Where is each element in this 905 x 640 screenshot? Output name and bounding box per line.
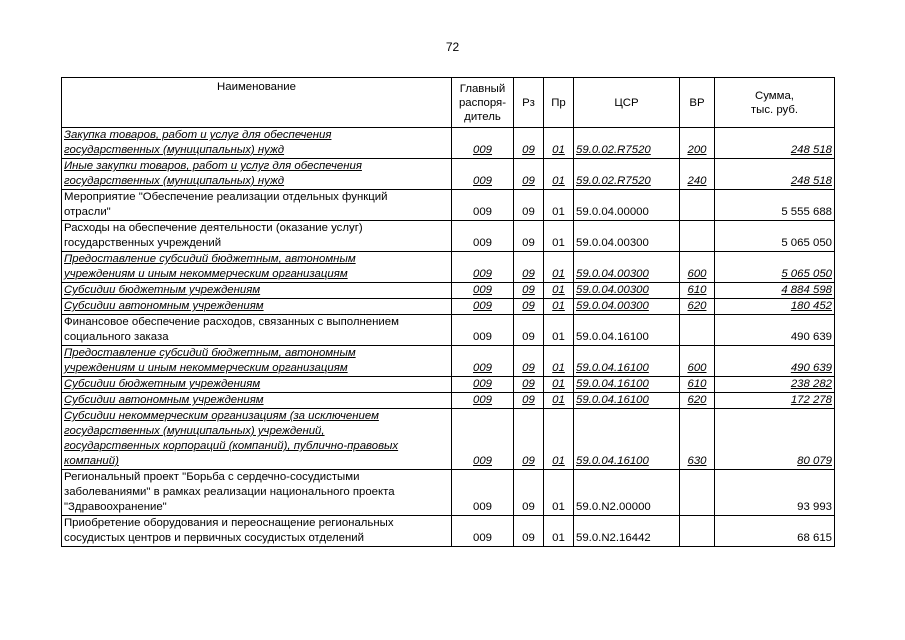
cell-vr: 630 [680, 409, 715, 470]
cell-name [62, 221, 452, 252]
row-name-text: Предоставление субсидий бюджетным, автономным учреждениям и иным некоммерческим организациям [64, 253, 356, 280]
cell-pr: 01 [544, 190, 574, 221]
cell-csr: 59.0.N2.16442 [574, 516, 680, 547]
cell-csr: 59.0.04.00300 [574, 299, 680, 315]
row-name-text: Субсидии автономным учреждениям [64, 394, 264, 406]
row-name-text: Субсидии автономным учреждениям [64, 300, 264, 312]
cell-vr [680, 470, 715, 516]
table-row [62, 393, 835, 409]
cell-rz: 09 [514, 283, 544, 299]
budget-table [61, 77, 835, 547]
cell-name [62, 299, 452, 315]
cell-pr: 01 [544, 346, 574, 377]
row-name-text: Расходы на обеспечение деятельности (оказание услуг) государственных учреждений [64, 222, 363, 249]
cell-csr: 59.0.04.16100 [574, 377, 680, 393]
cell-csr: 59.0.04.16100 [574, 315, 680, 346]
cell-name [62, 346, 452, 377]
cell-csr: 59.0.02.R7520 [574, 159, 680, 190]
table-body [62, 128, 835, 547]
cell-vr: 620 [680, 299, 715, 315]
row-name-text: Субсидии бюджетным учреждениям [64, 378, 261, 390]
table-row [62, 128, 835, 159]
cell-name [62, 393, 452, 409]
row-name-text: Субсидии некоммерческим организациям (за исключением государственных (муниципальных) учреждений, государственных корпораций (компаний), публично-правовых компаний) [64, 410, 399, 467]
cell-grbs: 009 [452, 393, 514, 409]
cell-name [62, 315, 452, 346]
cell-csr: 59.0.04.16100 [574, 393, 680, 409]
cell-name [62, 159, 452, 190]
cell-vr: 600 [680, 346, 715, 377]
row-name-text: Иные закупки товаров, работ и услуг для обеспечения государственных (муниципальных) нужд [64, 160, 362, 187]
cell-vr: 620 [680, 393, 715, 409]
table-row [62, 190, 835, 221]
cell-rz: 09 [514, 252, 544, 283]
row-name-text: Региональный проект "Борьба с сердечно-сосудистыми заболеваниями" в рамках реализации национального проекта "Здравоохранение" [64, 471, 395, 513]
cell-name [62, 283, 452, 299]
cell-vr [680, 516, 715, 547]
cell-vr: 200 [680, 128, 715, 159]
cell-name [62, 252, 452, 283]
cell-csr: 59.0.04.00000 [574, 190, 680, 221]
cell-sum: 172 278 [715, 393, 835, 409]
row-name-text: Финансовое обеспечение расходов, связанных с выполнением социального заказа [64, 316, 399, 343]
cell-grbs: 009 [452, 221, 514, 252]
cell-sum: 93 993 [715, 470, 835, 516]
cell-vr [680, 221, 715, 252]
cell-csr: 59.0.04.00300 [574, 221, 680, 252]
cell-vr [680, 315, 715, 346]
page-number: 72 [445, 40, 460, 54]
table-row [62, 377, 835, 393]
cell-grbs: 009 [452, 470, 514, 516]
row-name-text: Закупка товаров, работ и услуг для обеспечения государственных (муниципальных) нужд [64, 129, 332, 156]
cell-pr: 01 [544, 128, 574, 159]
cell-sum: 490 639 [715, 346, 835, 377]
table-row [62, 159, 835, 190]
cell-rz: 09 [514, 159, 544, 190]
cell-grbs: 009 [452, 299, 514, 315]
cell-rz: 09 [514, 299, 544, 315]
cell-grbs: 009 [452, 190, 514, 221]
cell-name [62, 377, 452, 393]
cell-vr: 610 [680, 283, 715, 299]
cell-csr: 59.0.N2.00000 [574, 470, 680, 516]
cell-vr [680, 190, 715, 221]
cell-sum: 180 452 [715, 299, 835, 315]
cell-rz: 09 [514, 315, 544, 346]
cell-csr: 59.0.04.16100 [574, 346, 680, 377]
cell-rz: 09 [514, 409, 544, 470]
cell-pr: 01 [544, 393, 574, 409]
cell-sum: 248 518 [715, 159, 835, 190]
cell-rz: 09 [514, 128, 544, 159]
cell-grbs: 009 [452, 128, 514, 159]
header-rz: Рз [514, 78, 544, 128]
cell-sum: 80 079 [715, 409, 835, 470]
table-row [62, 283, 835, 299]
table-row [62, 299, 835, 315]
cell-csr: 59.0.04.00300 [574, 283, 680, 299]
header-name: Наименование [62, 78, 452, 128]
header-csr: ЦСР [574, 78, 680, 128]
cell-sum: 5 065 050 [715, 221, 835, 252]
cell-rz: 09 [514, 346, 544, 377]
cell-grbs: 009 [452, 377, 514, 393]
cell-rz: 09 [514, 516, 544, 547]
table-row [62, 470, 835, 516]
cell-name [62, 470, 452, 516]
row-name-text: Субсидии бюджетным учреждениям [64, 284, 261, 296]
cell-grbs: 009 [452, 409, 514, 470]
table-row [62, 252, 835, 283]
row-name-text: Приобретение оборудования и переоснащение региональных сосудистых центров и первичных сосудистых отделений [64, 517, 394, 544]
cell-pr: 01 [544, 283, 574, 299]
cell-grbs: 009 [452, 159, 514, 190]
cell-rz: 09 [514, 377, 544, 393]
cell-sum: 490 639 [715, 315, 835, 346]
cell-name [62, 516, 452, 547]
cell-csr: 59.0.04.00300 [574, 252, 680, 283]
cell-sum: 4 884 598 [715, 283, 835, 299]
header-pr: Пр [544, 78, 574, 128]
row-name-text: Мероприятие "Обеспечение реализации отдельных функций отрасли" [64, 191, 388, 218]
table-row [62, 409, 835, 470]
header-grbs: Главный распоря- дитель [452, 78, 514, 128]
cell-pr: 01 [544, 409, 574, 470]
cell-pr: 01 [544, 470, 574, 516]
cell-pr: 01 [544, 377, 574, 393]
table-row [62, 516, 835, 547]
cell-pr: 01 [544, 252, 574, 283]
cell-rz: 09 [514, 221, 544, 252]
cell-sum: 5 065 050 [715, 252, 835, 283]
cell-vr: 600 [680, 252, 715, 283]
header-sum: Сумма, тыс. руб. [715, 78, 835, 128]
row-name-text: Предоставление субсидий бюджетным, автономным учреждениям и иным некоммерческим организациям [64, 347, 356, 374]
cell-name [62, 190, 452, 221]
cell-rz: 09 [514, 470, 544, 516]
cell-pr: 01 [544, 221, 574, 252]
cell-vr: 610 [680, 377, 715, 393]
cell-grbs: 009 [452, 283, 514, 299]
table-row [62, 346, 835, 377]
cell-pr: 01 [544, 516, 574, 547]
cell-name [62, 128, 452, 159]
cell-grbs: 009 [452, 315, 514, 346]
cell-csr: 59.0.04.16100 [574, 409, 680, 470]
cell-sum: 238 282 [715, 377, 835, 393]
cell-sum: 68 615 [715, 516, 835, 547]
cell-grbs: 009 [452, 516, 514, 547]
cell-rz: 09 [514, 190, 544, 221]
table-row [62, 221, 835, 252]
cell-name [62, 409, 452, 470]
cell-csr: 59.0.02.R7520 [574, 128, 680, 159]
table-header-row [62, 78, 835, 128]
cell-pr: 01 [544, 159, 574, 190]
cell-grbs: 009 [452, 346, 514, 377]
cell-rz: 09 [514, 393, 544, 409]
cell-vr: 240 [680, 159, 715, 190]
cell-sum: 5 555 688 [715, 190, 835, 221]
cell-sum: 248 518 [715, 128, 835, 159]
cell-pr: 01 [544, 299, 574, 315]
cell-grbs: 009 [452, 252, 514, 283]
header-vr: ВР [680, 78, 715, 128]
cell-pr: 01 [544, 315, 574, 346]
table-row [62, 315, 835, 346]
